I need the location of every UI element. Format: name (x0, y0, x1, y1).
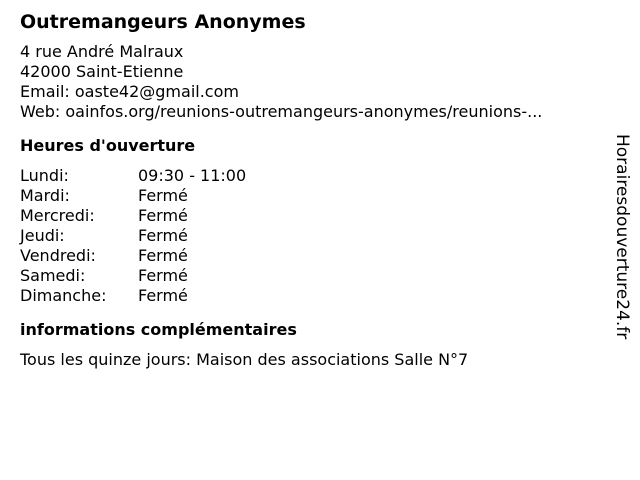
hours-time: Fermé (138, 246, 188, 265)
hours-time: 09:30 - 11:00 (138, 166, 247, 185)
hours-day: Lundi: (20, 166, 69, 185)
address-city: 42000 Saint-Etienne (20, 62, 184, 81)
hours-time: Fermé (138, 226, 188, 245)
business-card (20, 10, 610, 370)
hours-time: Fermé (138, 186, 188, 205)
hours-row (20, 266, 610, 286)
hours-row (20, 286, 610, 306)
hours-row (20, 246, 610, 266)
hours-row (20, 186, 610, 206)
hours-day: Dimanche: (20, 286, 107, 305)
hours-day: Mardi: (20, 186, 70, 205)
hours-row (20, 226, 610, 246)
hours-day: Samedi: (20, 266, 86, 285)
hours-table (20, 166, 610, 306)
hours-row (20, 206, 610, 226)
hours-day: Mercredi: (20, 206, 95, 225)
web-line: Web: oainfos.org/reunions-outremangeurs-anonymes/reunions-... (20, 102, 543, 121)
info-heading: informations complémentaires (20, 320, 297, 339)
hours-day: Jeudi: (20, 226, 65, 245)
address-street: 4 rue André Malraux (20, 42, 184, 61)
hours-day: Vendredi: (20, 246, 96, 265)
email-line: Email: oaste42@gmail.com (20, 82, 239, 101)
hours-row (20, 166, 610, 186)
info-text: Tous les quinze jours: Maison des associations Salle N°7 (20, 350, 469, 369)
hours-heading: Heures d'ouverture (20, 136, 196, 155)
watermark (612, 134, 632, 344)
watermark-text: Horairesdouverture24.fr (612, 134, 632, 340)
business-name: Outremangeurs Anonymes (20, 11, 306, 33)
hours-time: Fermé (138, 266, 188, 285)
hours-time: Fermé (138, 206, 188, 225)
hours-time: Fermé (138, 286, 188, 305)
